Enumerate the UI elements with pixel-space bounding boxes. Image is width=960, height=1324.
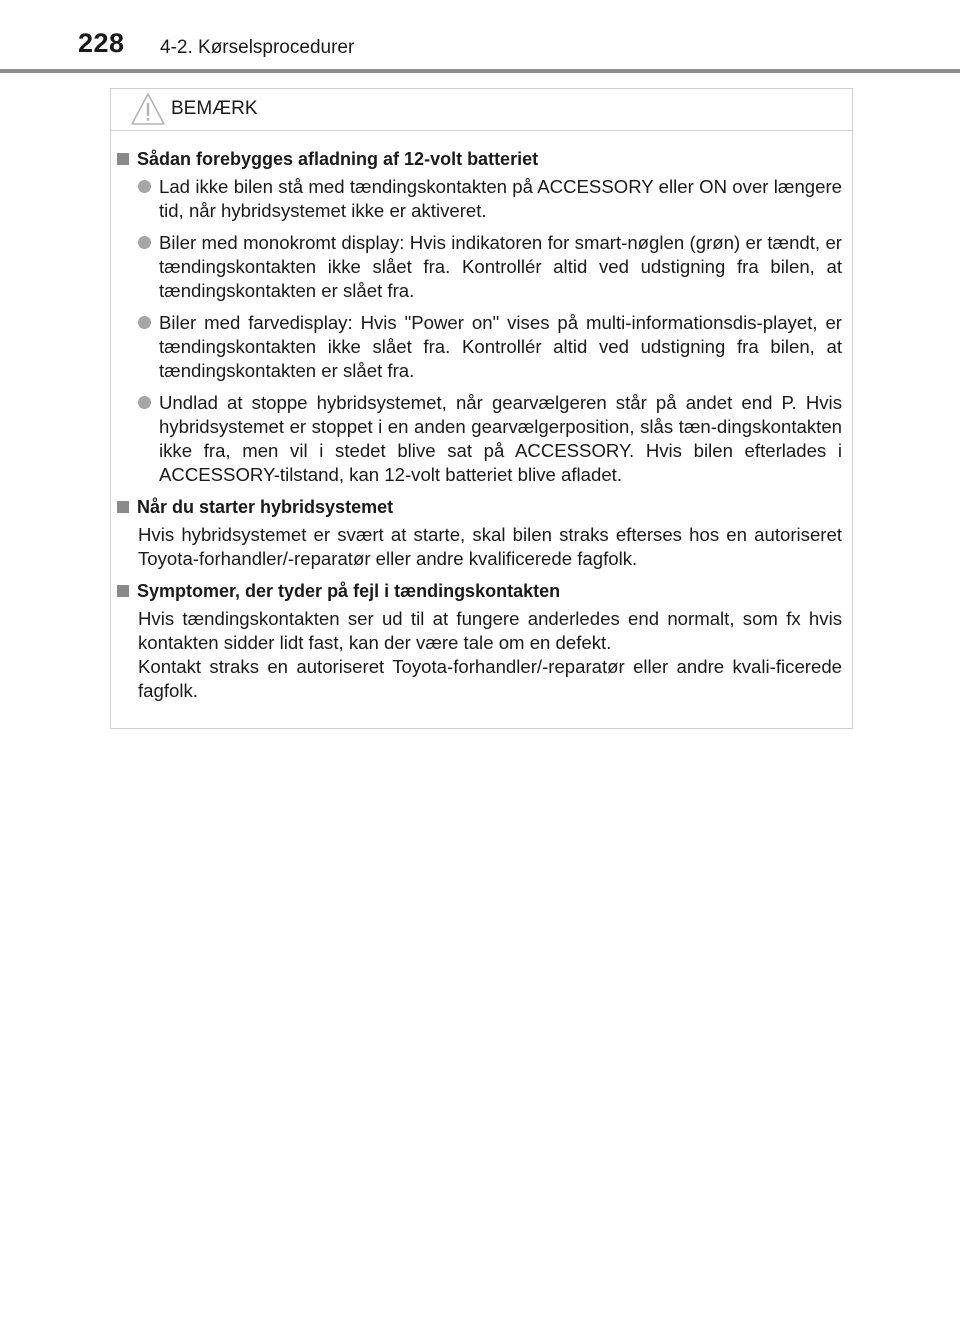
page-number: 228 — [78, 28, 125, 58]
square-bullet-icon — [117, 585, 129, 597]
list-item — [138, 391, 842, 487]
section-heading-text: Symptomer, der tyder på fejl i tændingskontakten — [137, 581, 561, 601]
notice-body — [111, 131, 852, 703]
section-battery — [117, 147, 842, 487]
round-bullet-icon — [138, 236, 151, 249]
list-item — [138, 175, 842, 223]
list-item — [138, 311, 842, 383]
square-bullet-icon — [117, 501, 129, 513]
section-heading — [117, 495, 842, 519]
list-item-text: Biler med monokromt display: Hvis indikatoren for smart-nøglen (grøn) er tændt, er tændingskontakten ikke slået fra. Kontrollér altid ved udstigning fra bilen, at tændingskontakten er slået fra. — [159, 232, 842, 301]
section-symptoms — [117, 579, 842, 703]
round-bullet-icon — [138, 180, 151, 193]
notice-box — [110, 88, 853, 729]
round-bullet-icon — [138, 396, 151, 409]
section-heading — [117, 147, 842, 171]
list-item — [138, 231, 842, 303]
section-title: 4-2. Kørselsprocedurer — [160, 37, 355, 58]
section-heading-text: Sådan forebygges afladning af 12-volt batteriet — [137, 149, 539, 169]
notice-header — [111, 89, 852, 131]
paragraph: Hvis tændingskontakten ser ud til at fungere anderledes end normalt, som fx hvis kontakten sidder lidt fast, kan der være tale om en defekt. — [138, 608, 842, 653]
list-item-text: Lad ikke bilen stå med tændingskontakten på ACCESSORY eller ON over længere tid, når hybridsystemet ikke er aktiveret. — [159, 176, 842, 221]
section-heading — [117, 579, 842, 603]
warning-triangle-icon — [130, 92, 166, 126]
round-bullet-icon — [138, 316, 151, 329]
section-starting — [117, 495, 842, 571]
square-bullet-icon — [117, 153, 129, 165]
notice-label: BEMÆRK — [171, 98, 258, 119]
paragraph: Kontakt straks en autoriseret Toyota-forhandler/-reparatør eller andre kvali-ficerede fagfolk. — [138, 656, 842, 701]
header-divider — [0, 69, 960, 73]
paragraph: Hvis hybridsystemet er svært at starte, skal bilen straks efterses hos en autoriseret Toyota-forhandler/-reparatør eller andre kvalificerede fagfolk. — [138, 524, 842, 569]
list-item-text: Undlad at stoppe hybridsystemet, når gearvælgeren står på andet end P. Hvis hybridsystemet er stoppet i en anden gearvælgerposition, slås tæn-dingskontakten ikke fra, men vil i stedet blive sat på ACCESSORY. Hvis bilen efterlades i ACCESSORY-tilstand, kan 12-volt batteriet blive afladet. — [159, 392, 842, 485]
section-heading-text: Når du starter hybridsystemet — [137, 497, 394, 517]
list-item-text: Biler med farvedisplay: Hvis "Power on" vises på multi-informationsdis-playet, er tændingskontakten ikke slået fra. Kontrollér altid ved udstigning fra bilen, at tændingskontakten er slået fra. — [159, 312, 842, 381]
